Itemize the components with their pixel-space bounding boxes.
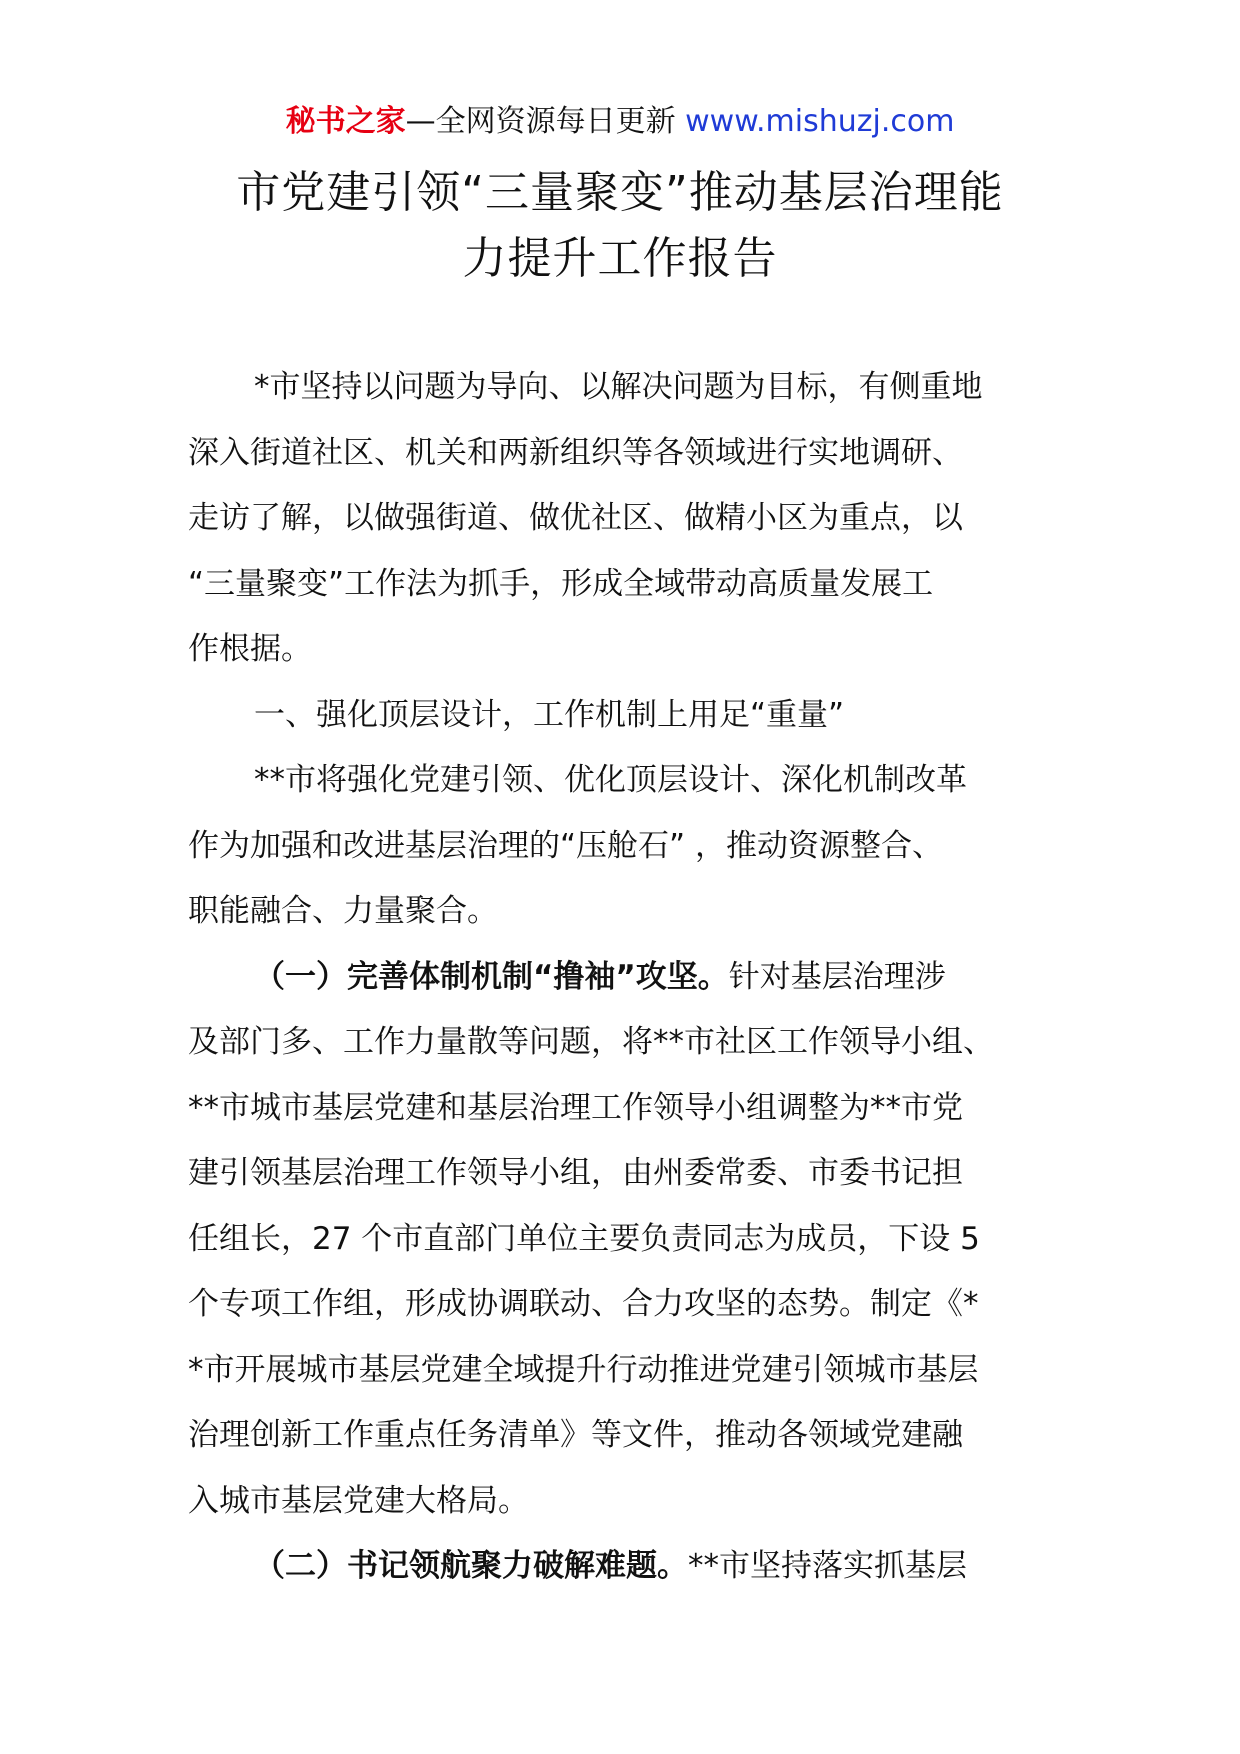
paragraph-line: 治理创新工作重点任务清单》等文件，推动各领域党建融	[188, 1417, 963, 1453]
section-heading-1: 一、强化顶层设计，工作机制上用足“重量”	[254, 696, 845, 733]
document-title	[160, 160, 1080, 292]
paragraph-line: 作为加强和改进基层治理的“压舱石” ，推动资源整合、	[188, 827, 943, 864]
paragraph-line: “三量聚变”工作法为抓手，形成全域带动高质量发展工	[188, 565, 934, 602]
paragraph-line: 走访了解，以做强街道、做优社区、做精小区为重点，以	[188, 500, 963, 536]
site-tagline: —全网资源每日更新	[405, 104, 676, 139]
site-url-link[interactable]: www.mishuzj.com	[685, 104, 955, 139]
subsection-1-heading: （一）完善体制机制“撸袖”攻坚。	[254, 958, 729, 995]
title-line-1: 市党建引领“三量聚变”推动基层治理能	[236, 167, 1004, 218]
paragraph-line: **市城市基层党建和基层治理工作领导小组调整为**市党	[188, 1089, 963, 1126]
paragraph-line: 作根据。	[188, 631, 312, 667]
subsection-2-first-line	[188, 1534, 1048, 1600]
paragraph-line: **市将强化党建引领、优化顶层设计、深化机制改革	[254, 762, 967, 798]
subsection-1-first-line	[188, 945, 1048, 1011]
subsection-1-text: 针对基层治理涉	[728, 958, 946, 995]
site-brand: 秘书之家	[285, 104, 406, 139]
paragraph-line: 及部门多、工作力量散等问题，将**市社区工作领导小组、	[188, 1024, 994, 1060]
paragraph-line: 深入街道社区、机关和两新组织等各领域进行实地调研、	[188, 434, 963, 471]
subsection-2-heading: （二）书记领航聚力破解难题。	[254, 1548, 688, 1584]
document-body	[188, 355, 1048, 1600]
paragraph-line: *市坚持以问题为导向、以解决问题为目标，有侧重地	[254, 369, 983, 405]
site-header	[0, 100, 1240, 144]
paragraph-line: 入城市基层党建大格局。	[188, 1482, 529, 1519]
subsection-2-text: **市坚持落实抓基层	[688, 1548, 967, 1584]
paragraph-line: 任组长，27 个市直部门单位主要负责同志为成员，下设 5	[188, 1220, 980, 1257]
paragraph-line: 职能融合、力量聚合。	[188, 893, 498, 929]
paragraph-line: 个专项工作组，形成协调联动、合力攻坚的态势。制定《*	[188, 1286, 979, 1322]
paragraph-line: *市开展城市基层党建全域提升行动推进党建引领城市基层	[188, 1351, 979, 1388]
title-line-2: 力提升工作报告	[462, 233, 778, 284]
paragraph-line: 建引领基层治理工作领导小组，由州委常委、市委书记担	[188, 1155, 963, 1191]
